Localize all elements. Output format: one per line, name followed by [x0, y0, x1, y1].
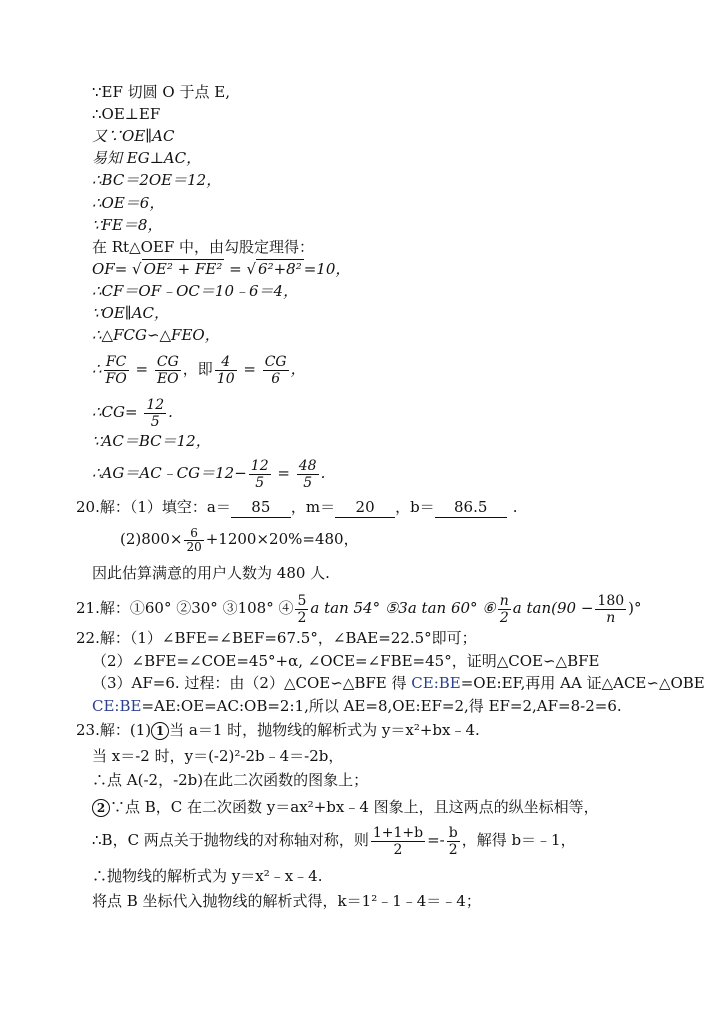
ag-eq: = [272, 464, 295, 482]
fraction-b-2 [447, 825, 460, 858]
frac-den: 2 [393, 841, 403, 858]
of-result: =10， [303, 260, 351, 278]
q22-ratio-link: CE:BE [411, 674, 461, 692]
ratio-eq: = [130, 360, 153, 378]
line-bc: ∴BC＝2OE＝12， [92, 171, 222, 189]
q23-5eq: =- [427, 831, 445, 849]
frac-den: EO [156, 370, 179, 387]
ratio-prefix: ∴ [92, 360, 102, 378]
q20-period: . [512, 498, 518, 516]
frac-num: n [499, 592, 509, 609]
q20-label-a: 20.解：（1）填空：a＝ [76, 498, 231, 516]
q22-part2: （2）∠BFE=∠COE=45°+α, ∠OCE=∠FBE=45°，证明△COE∽△BFE [92, 652, 600, 670]
fraction-12-5b [249, 458, 271, 491]
line-oe-parallel: ∵OE∥AC， [92, 304, 170, 322]
ag-prefix: ∴AG＝AC﹣CG＝12− [92, 464, 247, 482]
line-of: OF= √ OE² + FE² = √ 6²+8² =10， [92, 260, 351, 278]
fraction-12-5 [144, 397, 166, 430]
q22-part3-cont [92, 696, 622, 716]
q20-calc-line [120, 522, 359, 556]
line-cf: ∴CF＝OF﹣OC＝10﹣6＝4， [92, 282, 299, 300]
fraction-4-10 [215, 354, 237, 387]
q23-4: ∵点 B，C 在二次函数 y＝ax²+bx﹣4 图象上，且这两点的纵坐标相等， [110, 798, 599, 816]
q23-line4 [92, 797, 599, 817]
frac-num: 12 [146, 396, 165, 413]
cg-prefix: ∴CG= [92, 403, 143, 421]
frac-den: 5 [303, 474, 313, 491]
line-pythagoras-intro: 在 Rt△OEF 中，由勾股定理得： [92, 238, 315, 256]
q20-answer-m: 20 [335, 497, 395, 518]
q21-d: )° [628, 599, 642, 617]
frac-num: CG [156, 353, 179, 370]
q23-line3: ∴点 A(-2，-2b)在此二次函数的图象上； [92, 771, 369, 789]
ag-end: . [320, 464, 326, 482]
fraction-cg-eo [155, 354, 181, 387]
q23-line7: 将点 B 坐标代入抛物线的解析式得，k＝1²﹣1﹣4＝﹣4； [92, 892, 481, 910]
frac-den: 6 [271, 370, 281, 387]
q23-1b: 当 a＝1 时，抛物线的解析式为 y＝x²+bx﹣4. [169, 721, 480, 739]
frac-den: FO [105, 370, 127, 387]
ratio-eq-2: = [238, 360, 261, 378]
ratio-mid: ，即 [182, 360, 213, 378]
frac-num: 1+1+b [372, 824, 424, 841]
of-eq: = [224, 260, 247, 278]
frac-den: 5 [150, 413, 160, 430]
line-eg-perp: 易知 EG⊥AC， [92, 149, 202, 167]
q23-5b: ，解得 b＝﹣1， [461, 831, 576, 849]
line-fe: ∵FE＝8， [92, 216, 163, 234]
q23-line6: ∴抛物线的解析式为 y＝x²﹣x﹣4. [92, 867, 323, 885]
frac-num: b [448, 824, 458, 841]
cg-end: . [168, 403, 173, 421]
frac-num: FC [104, 354, 129, 371]
q22-part3 [92, 673, 705, 693]
line-perpendicular: ∴OE⊥EF [92, 105, 161, 123]
q20-fill-line [76, 497, 517, 518]
frac-den: 10 [216, 370, 235, 387]
q21-line [76, 588, 642, 628]
frac-den: n [606, 609, 616, 626]
frac-num: 5 [297, 592, 307, 609]
q20-answer-a: 85 [231, 497, 291, 518]
q22-4b: =AE:OE=AC:OB=2:1,所以 AE=8,OE:EF=2,得 EF=2,AF=8-2=6. [141, 697, 622, 715]
frac-num: 6 [184, 527, 203, 541]
q20-calc-b: +1200×20%=480， [205, 530, 359, 548]
q23-line2: 当 x＝-2 时，y＝(-2)²-2b﹣4＝-2b， [92, 747, 344, 765]
frac-num: 12 [250, 457, 269, 474]
q20-conclusion: 因此估算满意的用户人数为 480 人. [92, 564, 330, 582]
frac-num: CG [264, 353, 287, 370]
frac-den: 2 [499, 609, 509, 626]
line-ac-bc: ∵AC＝BC＝12， [92, 432, 211, 450]
line-parallel: 又∵OE∥AC [92, 127, 175, 145]
frac-den: 2 [297, 609, 307, 626]
line-cg-value [92, 395, 173, 430]
q20-label-m: ，m＝ [290, 498, 336, 516]
line-oe: ∴OE＝6， [92, 194, 165, 212]
q22-ratio-link-2: CE:BE [92, 697, 142, 715]
q23-line5 [92, 822, 576, 858]
q21-c: a tan(90 − [512, 599, 594, 617]
q20-label-b: ，b＝ [395, 498, 435, 516]
fraction-cg-6 [263, 354, 289, 387]
fraction-6-20 [184, 527, 203, 554]
q21-b: a tan 54° ⑤3a tan 60° ⑥ [310, 599, 496, 617]
q23-5a: ∴B，C 两点关于抛物线的对称轴对称，则 [92, 831, 369, 849]
ratio-end: ， [290, 360, 306, 378]
q23-1a: 23.解：(1) [76, 721, 152, 739]
frac-num: 180 [597, 592, 625, 609]
q20-calc-a: (2)800× [120, 530, 183, 548]
line-tangent: ∵EF 切圆 O 于点 E, [92, 83, 230, 101]
frac-den: 20 [186, 539, 202, 554]
fraction-sym-axis [371, 825, 425, 858]
circled-one: 1 [151, 722, 169, 740]
frac-den: 5 [255, 474, 265, 491]
fraction-5-2 [295, 593, 308, 626]
line-ratio [92, 352, 306, 387]
frac-den: 2 [448, 841, 458, 858]
q21-a: 21.解：①60° ②30° ③108° ④ [76, 599, 294, 617]
circled-two: 2 [92, 799, 110, 817]
fraction-n-2 [498, 593, 511, 626]
fraction-180-n [595, 593, 626, 626]
q22-3c: =OE:EF,再用 AA 证△ACE∽△OBE [460, 674, 705, 692]
line-similar: ∴△FCG∽△FEO， [92, 326, 220, 344]
q22-part1: 22.解：（1）∠BFE=∠BEF=67.5°，∠BAE=22.5°即可； [76, 629, 477, 647]
fraction-fc-fo [104, 354, 129, 387]
line-ag [92, 456, 325, 491]
fraction-48-5 [297, 458, 319, 491]
of-lhs: OF= [92, 260, 133, 278]
q23-line1 [76, 720, 480, 740]
q22-3a: （3）AF=6. 过程：由（2）△COE∽△BFE 得 [92, 674, 412, 692]
frac-num: 4 [215, 354, 237, 371]
of-sqrt-1: OE² + FE² [143, 260, 223, 278]
q20-answer-b: 86.5 [435, 497, 507, 518]
of-sqrt-2: 6²+8² [258, 260, 302, 278]
frac-num: 48 [298, 457, 317, 474]
